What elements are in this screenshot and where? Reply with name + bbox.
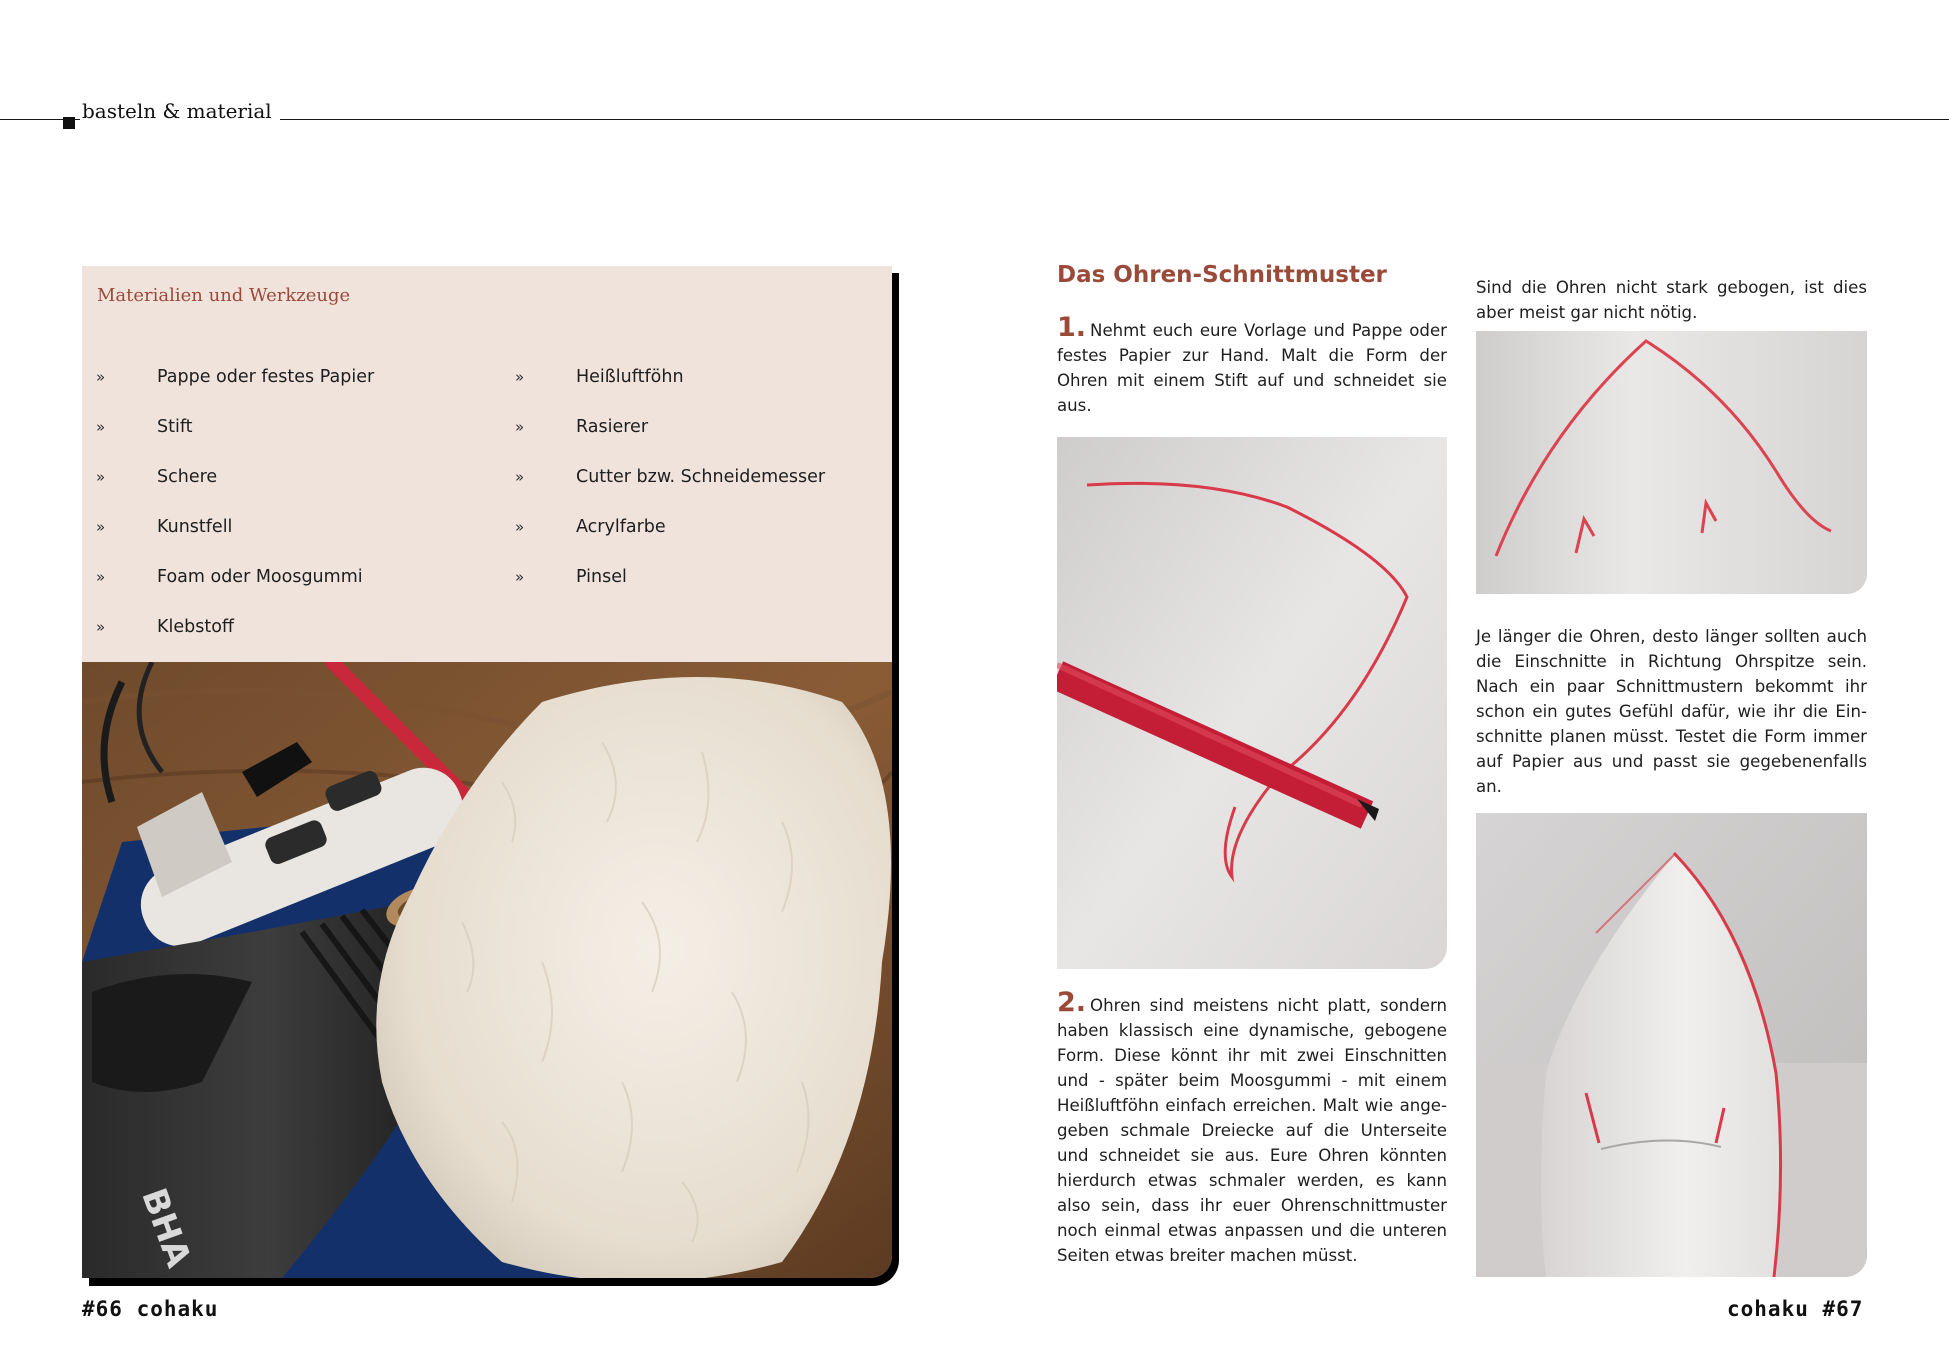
list-item: » Cutter bzw. Schneidemesser xyxy=(515,467,826,487)
materials-box xyxy=(82,266,892,1278)
list-item: » Pappe oder festes Papier xyxy=(96,367,375,387)
list-item: » Heißluftföhn xyxy=(515,367,684,387)
materials-title: Materialien und Werkzeuge xyxy=(97,285,351,306)
article-heading: Das Ohren-Schnittmuster xyxy=(1057,262,1387,288)
list-item: » Rasierer xyxy=(515,417,649,437)
materials-list-right xyxy=(515,352,825,602)
list-item: » Klebstoff xyxy=(96,617,234,637)
step-1-number: 1. xyxy=(1057,312,1087,343)
list-item: » Pinsel xyxy=(515,567,627,587)
section-label: basteln & material xyxy=(80,97,280,125)
page-number-right: cohaku #67 xyxy=(1727,1297,1864,1321)
curved-ear-photo xyxy=(1476,813,1867,1277)
header-rule xyxy=(0,119,1949,120)
step-1-paragraph xyxy=(1057,312,1447,418)
step-2-text: Ohren sind meistens nicht platt, sondern haben klassisch eine dynamische, gebogene Form. Diese könnt ihr mit zwei Einschnitten und - später beim Moosgummi - mit einem Heißluftföhn einfach erreichen. Malt wie angegeben schmale Dreiecke auf die Unterseite und schneidet sie aus. Eure Ohren könnten hierdurch etwas schmaler werden, es kann also sein, dass ihr euer Ohrenschnittmuster noch einmal etwas anpassen und die unteren Seiten etwas breiter machen müsst. xyxy=(1057,996,1447,1265)
ear-template-photo xyxy=(1476,331,1867,594)
list-item: » Acrylfarbe xyxy=(515,517,666,537)
tools-photo xyxy=(82,662,892,1278)
list-item: » Foam oder Moosgummi xyxy=(96,567,363,587)
step-2-number: 2. xyxy=(1057,987,1087,1018)
list-item: » Kunstfell xyxy=(96,517,233,537)
ear-drawing-photo xyxy=(1057,437,1447,969)
svg-text:BHA: BHA xyxy=(133,1183,199,1273)
step-2-paragraph xyxy=(1057,987,1447,1268)
page-number-left: #66 cohaku xyxy=(82,1297,219,1321)
materials-list-left xyxy=(96,352,374,652)
right-paragraph-1: Sind die Ohren nicht stark gebogen, ist dies aber meist gar nicht nötig. xyxy=(1476,278,1867,322)
list-item: » Stift xyxy=(96,417,193,437)
right-paragraph-2: Je länger die Ohren, desto länger sollten auch die Einschnitte in Richtung Ohrspitze sein. Nach ein paar Schnittmustern bekommt ihr schon ein gutes Gefühl dafür, wie ihr die Einschnitte planen müsst. Testet die Form immer auf Papier aus und passt sie gegebenenfalls an. xyxy=(1476,627,1867,796)
header-rule-tab xyxy=(63,117,75,129)
step-1-text: Nehmt euch eure Vorlage und Pappe oder festes Papier zur Hand. Malt die Form der Ohren mit einem Stift auf und schneidet sie aus. xyxy=(1057,321,1447,415)
list-item: » Schere xyxy=(96,467,218,487)
